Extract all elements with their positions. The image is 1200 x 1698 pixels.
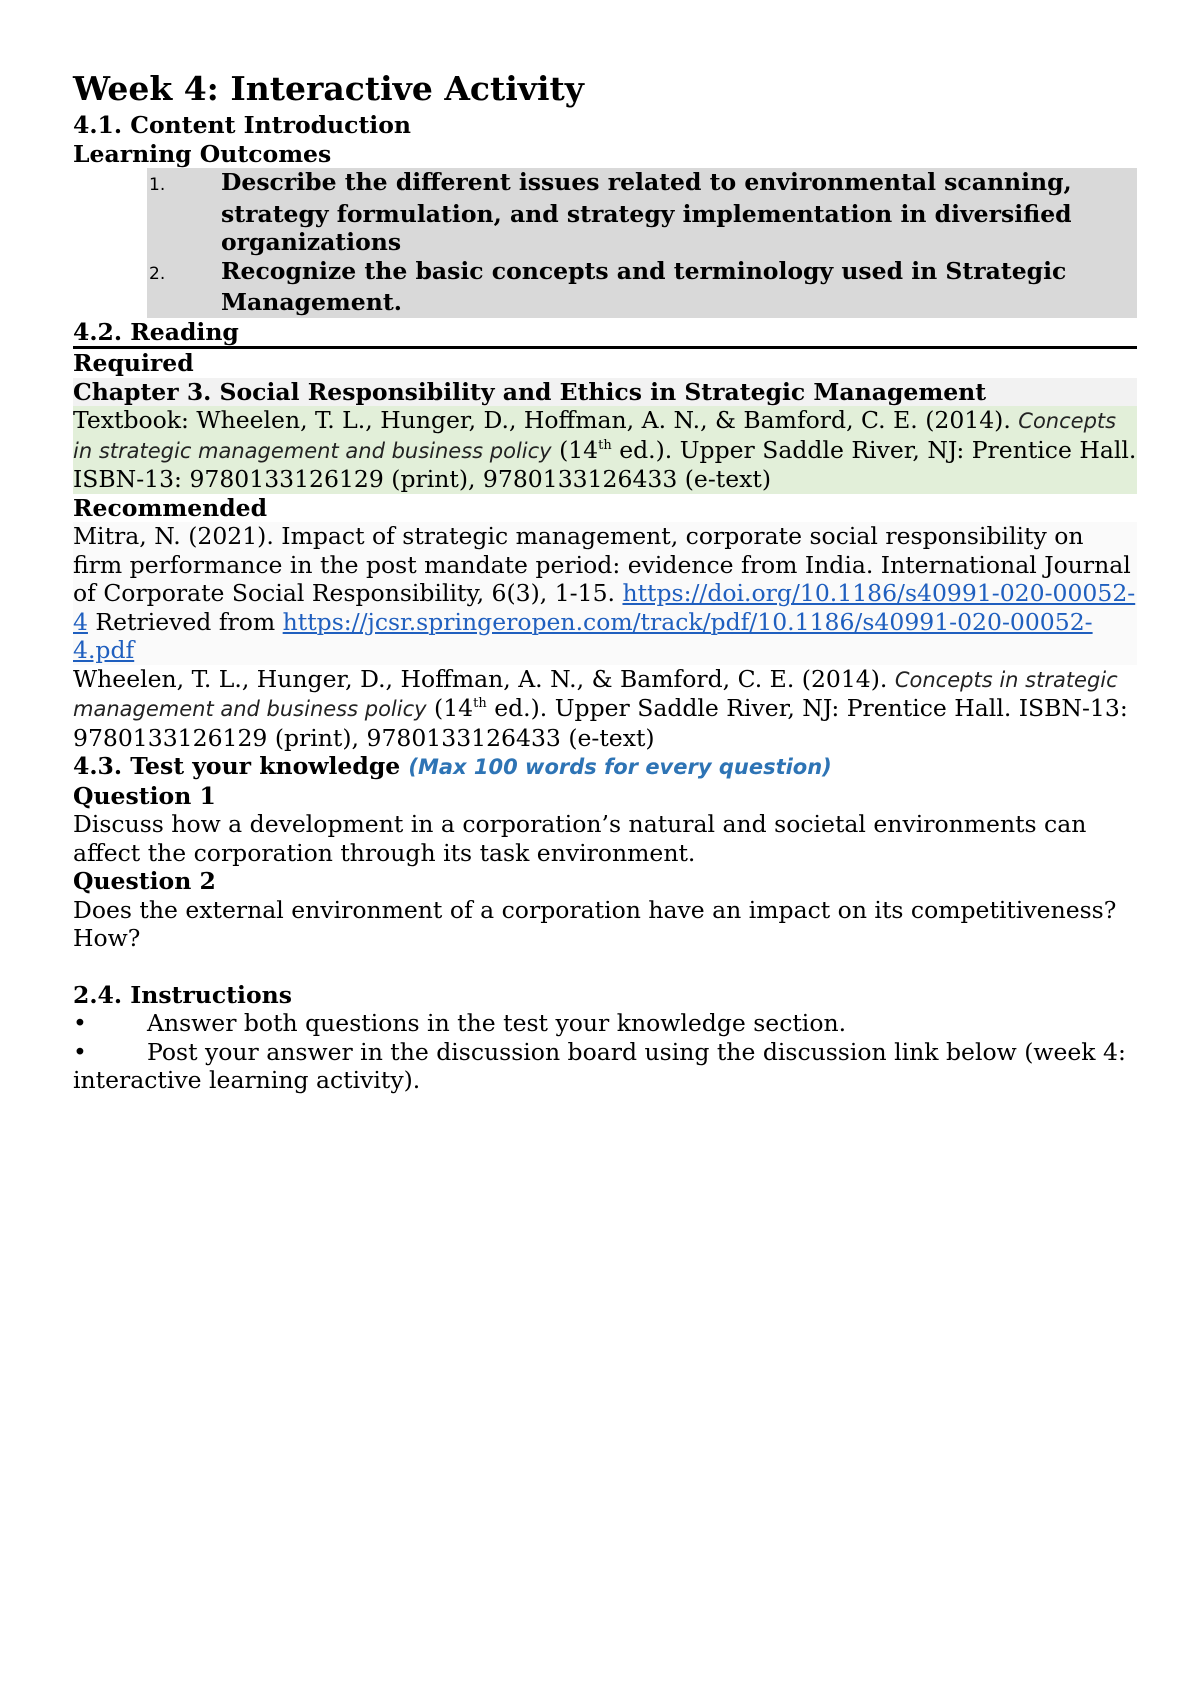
mitra-reference: Mitra, N. (2021). Impact of strategic management, corporate social responsibility on firm performance in the post mandate period: evidence from India. International Journal of Corporate Social Responsibility, 6(3), 1-15. https://doi.org/10.1186/s40991-020-00052-4 Retrieved from https://jcsr.springeropen.com/track/pdf/10.1186/s40991-020-00052-4.pdf (73, 522, 1136, 664)
outcome-item (149, 257, 1135, 317)
outcome-number: 1. (149, 175, 166, 195)
section-4-1-heading: 4.1. Content Introduction (73, 111, 411, 139)
question-2-label: Question 2 (73, 867, 216, 895)
spacer (73, 953, 1137, 981)
outcome-item (149, 168, 1135, 257)
learning-outcomes-heading: Learning Outcomes (73, 139, 332, 168)
question-1-label: Question 1 (73, 781, 216, 810)
textbook-reference: Textbook: Wheelen, T. L., Hunger, D., Hoffman, A. N., & Bamford, C. E. (2014). Concepts in strategic management and business policy (14th ed.). Upper Saddle River, NJ: Prentice Hall. ISBN-13: 9780133126129 (print), 9780133126433 (e-text) (73, 406, 1137, 493)
bullet-icon: • (73, 1009, 87, 1037)
section-4-3-heading: 4.3. Test your knowledge (Max 100 words for every question) (73, 752, 832, 780)
question-2-text: Does the external environment of a corporation have an impact on its competitiveness? How? (73, 895, 1117, 952)
instruction-item: • Post your answer in the discussion board using the discussion link below (week 4: interactive learning activity). (73, 1037, 1126, 1094)
section-2-4-heading: 2.4. Instructions (73, 980, 292, 1009)
recommended-heading: Recommended (73, 493, 268, 522)
outcome-text: Describe the different issues related to environmental scanning, strategy formulation, and strategy implementation in diversified organizations (221, 168, 1072, 256)
pdf-link[interactable]: https://jcsr.springeropen.com/track/pdf/10.1186/s40991-020-00052-4.pdf (73, 607, 1093, 664)
page-title: Week 4: Interactive Activity (73, 69, 584, 108)
learning-outcomes-list (147, 168, 1137, 318)
book-title: Concepts in strategic management and business policy (73, 409, 1117, 463)
instruction-item: • Answer both questions in the test your knowledge section. (73, 1009, 847, 1037)
outcome-text: Recognize the basic concepts and terminology used in Strategic Management. (221, 256, 1067, 316)
required-heading: Required (73, 349, 194, 377)
bullet-icon: • (73, 1037, 87, 1066)
wheelen-reference: Wheelen, T. L., Hunger, D., Hoffman, A. N., & Bamford, C. E. (2014). Concepts in strategic management and business policy (14th ed.). Upper Saddle River, NJ: Prentice Hall. ISBN-13: 9780133126129 (print), 9780133126433 (e-text) (73, 664, 1128, 752)
outcome-number: 2. (149, 263, 166, 284)
doi-link[interactable]: https://doi.org/10.1186/s40991-020-00052-4 (73, 579, 1136, 636)
chapter-title: Chapter 3. Social Responsibility and Ethics in Strategic Management (73, 378, 1137, 407)
document-page (73, 70, 1137, 1095)
book-title: Concepts in strategic management and business policy (73, 667, 1118, 721)
word-limit-note: (Max 100 words for every question) (408, 755, 832, 779)
question-1-text: Discuss how a development in a corporation’s natural and societal environments can affect the corporation through its task environment. (73, 810, 1087, 867)
section-4-2-heading: 4.2. Reading (73, 318, 1137, 350)
